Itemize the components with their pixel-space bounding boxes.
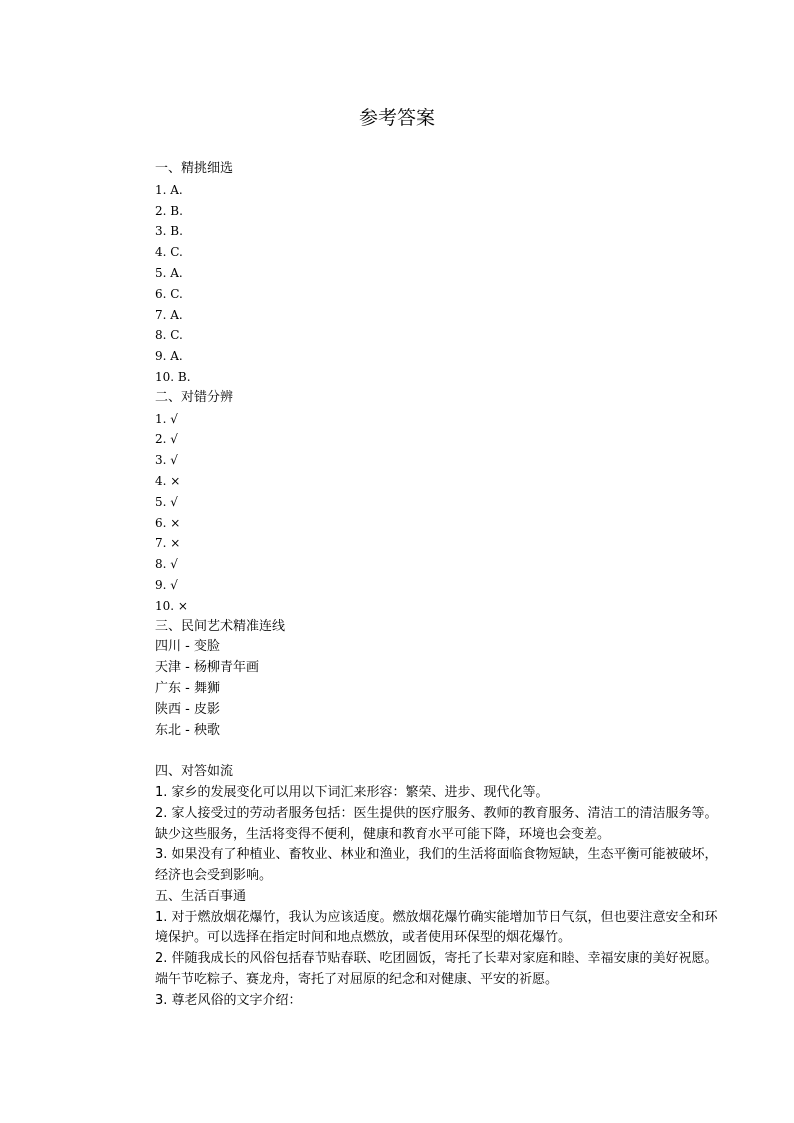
true-false-answer: 2. √ <box>155 432 178 447</box>
spacer <box>155 741 730 762</box>
true-false-answer: 7. × <box>155 536 181 551</box>
choice-answer: 9. A. <box>155 349 183 364</box>
true-false-answer: 10. × <box>155 598 188 613</box>
section-heading-choice: 一、精挑细选 <box>155 161 234 176</box>
true-false-answer: 8. √ <box>155 557 178 572</box>
answer-content <box>155 159 730 1012</box>
matching-answer: 东北 - 秧歌 <box>155 722 220 738</box>
true-false-answer: 4. × <box>155 473 181 488</box>
section-heading-true-false: 二、对错分辨 <box>155 389 234 405</box>
section-heading-matching: 三、民间艺术精准连线 <box>155 618 286 634</box>
page-title: 参考答案 <box>358 107 435 129</box>
true-false-answer: 1. √ <box>155 411 178 426</box>
matching-answer: 陕西 - 皮影 <box>155 701 220 717</box>
choice-answer: 2. B. <box>155 203 183 218</box>
choice-answer: 5. A. <box>155 265 183 280</box>
life-answer: 1. 对于燃放烟花爆竹，我认为应该适度。燃放烟花爆竹确实能增加节日气氛，但也要注意安全和环境保护。可以选择在指定时间和地点燃放，或者使用环保型的烟花爆竹。 <box>155 909 718 946</box>
section-heading-qa: 四、对答如流 <box>155 764 234 780</box>
matching-answer: 广东 - 舞狮 <box>155 680 220 696</box>
choice-answer: 1. A. <box>155 182 183 197</box>
life-answer: 2. 伴随我成长的风俗包括春节贴春联、吃团圆饭，寄托了长辈对家庭和睦、幸福安康的美好祝愿。端午节吃粽子、赛龙舟，寄托了对屈原的纪念和对健康、平安的祈愿。 <box>155 951 718 988</box>
matching-answer: 四川 - 变脸 <box>155 639 220 655</box>
choice-answer: 3. B. <box>155 224 183 239</box>
life-answer: 3. 尊老风俗的文字介绍： <box>155 992 302 1008</box>
true-false-answer: 9. √ <box>155 577 178 592</box>
qa-answer: 3. 如果没有了种植业、畜牧业、林业和渔业，我们的生活将面临食物短缺，生态平衡可能被破坏，经济也会受到影响。 <box>155 847 718 884</box>
section-heading-life: 五、生活百事通 <box>155 888 247 904</box>
true-false-answer: 5. √ <box>155 494 178 509</box>
choice-answer: 6. C. <box>155 286 183 301</box>
choice-answer: 10. B. <box>155 369 191 384</box>
true-false-answer: 3. √ <box>155 453 178 468</box>
matching-answer: 天津 - 杨柳青年画 <box>155 660 259 676</box>
true-false-answer: 6. × <box>155 515 181 530</box>
choice-answer: 7. A. <box>155 307 183 322</box>
choice-answer: 4. C. <box>155 245 183 260</box>
qa-answer: 2. 家人接受过的劳动者服务包括：医生提供的医疗服务、教师的教育服务、清洁工的清洁服务等。缺少这些服务，生活将变得不便利，健康和教育水平可能下降，环境也会变差。 <box>155 805 718 842</box>
choice-answer: 8. C. <box>155 328 183 343</box>
qa-answer: 1. 家乡的发展变化可以用以下词汇来形容：繁荣、进步、现代化等。 <box>155 784 549 800</box>
